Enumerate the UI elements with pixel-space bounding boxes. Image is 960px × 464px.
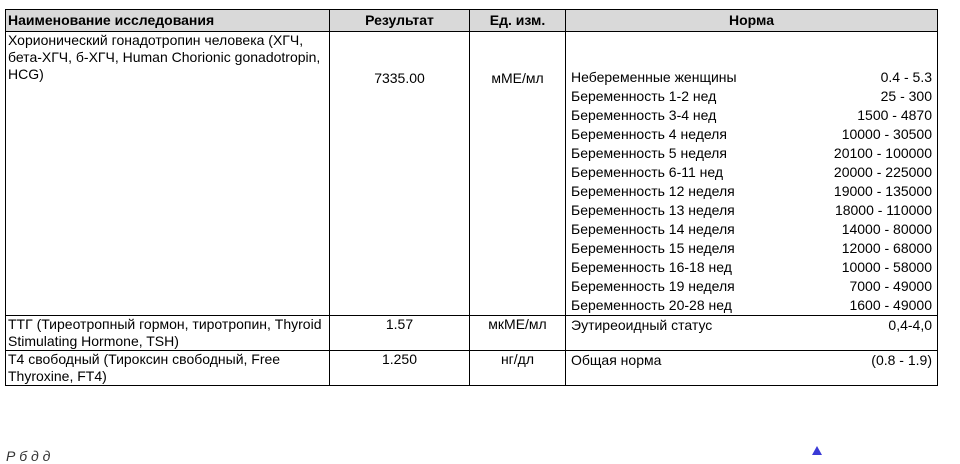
norm-row (568, 106, 935, 125)
norm-value: 10000 - 58000 (841, 259, 932, 275)
unit-tsh: мкМЕ/мл (470, 316, 566, 351)
norm-row (568, 316, 935, 335)
results-table (5, 9, 938, 386)
norm-label: Эутиреоидный статус (571, 317, 713, 333)
norm-row (568, 68, 935, 87)
norm-value: (0.8 - 1.9) (871, 352, 932, 368)
marker-icon (812, 446, 822, 455)
norm-value: 12000 - 68000 (841, 240, 932, 256)
norm-value: 1600 - 49000 (849, 297, 932, 313)
norm-row (568, 277, 935, 296)
norm-row (568, 125, 935, 144)
result-tsh: 1.57 (330, 316, 470, 351)
norm-label: Беременность 14 неделя (571, 221, 735, 237)
unit-ft4: нг/дл (470, 351, 566, 386)
norm-label: Беременность 5 неделя (571, 145, 727, 161)
norm-value: 10000 - 30500 (841, 126, 932, 142)
norm-row (568, 182, 935, 201)
norm-label: Беременность 6-11 нед (571, 164, 724, 180)
norm-row (568, 258, 935, 277)
norm-row (568, 163, 935, 182)
header-unit: Ед. изм. (470, 10, 566, 32)
norm-label: Небеременные женщины (571, 69, 737, 85)
table-row-hcg (6, 32, 938, 316)
unit-hcg (470, 32, 566, 316)
result-hcg (330, 32, 470, 316)
norm-label: Беременность 20-28 нед (571, 297, 732, 313)
test-name-tsh: ТТГ (Тиреотропный гормон, тиротропин, Thyroid Stimulating Hormone, TSH) (6, 316, 330, 351)
norm-ft4 (566, 351, 938, 386)
unit-value-hcg: мМЕ/мл (491, 70, 544, 86)
norm-value: 7000 - 49000 (849, 278, 932, 294)
norm-value: 0.4 - 5.3 (880, 69, 932, 85)
header-name: Наименование исследования (6, 10, 330, 32)
norm-label: Беременность 16-18 нед (571, 259, 732, 275)
norm-value: 20000 - 225000 (833, 164, 932, 180)
table-header-row (6, 10, 938, 32)
norm-row (568, 201, 935, 220)
norm-label: Беременность 12 неделя (571, 183, 735, 199)
norm-tsh (566, 316, 938, 351)
table-row-ft4 (6, 351, 938, 386)
norm-value: 20100 - 100000 (833, 145, 932, 161)
norm-row (568, 296, 935, 315)
norm-label: Беременность 3-4 нед (571, 107, 717, 123)
test-name-hcg: Хорионический гонадотропин человека (ХГЧ, бета-ХГЧ, б-ХГЧ, Human Chorionic gonadotropin, HCG) (6, 32, 330, 316)
result-ft4: 1.250 (330, 351, 470, 386)
header-result: Результат (330, 10, 470, 32)
footnote-text: Р б д д (6, 448, 51, 464)
norm-value: 18000 - 110000 (834, 202, 932, 218)
norm-row (568, 144, 935, 163)
norm-label: Общая норма (571, 352, 662, 368)
norm-value: 25 - 300 (880, 88, 932, 104)
header-norm: Норма (566, 10, 938, 32)
norm-hcg (566, 32, 938, 316)
norm-row (568, 87, 935, 106)
norm-row (568, 239, 935, 258)
norm-value: 1500 - 4870 (857, 107, 932, 123)
norm-value: 14000 - 80000 (841, 221, 932, 237)
norm-value: 0,4-4,0 (888, 317, 932, 333)
norm-label: Беременность 13 неделя (571, 202, 735, 218)
result-value-hcg: 7335.00 (374, 70, 425, 86)
norm-label: Беременность 4 неделя (571, 126, 727, 142)
norm-label: Беременность 15 неделя (571, 240, 735, 256)
norm-row (568, 220, 935, 239)
table-row-tsh (6, 316, 938, 351)
test-name-ft4: Т4 свободный (Тироксин свободный, Free Thyroxine, FT4) (6, 351, 330, 386)
norm-label: Беременность 19 неделя (571, 278, 735, 294)
norm-row (568, 351, 935, 370)
norm-value: 19000 - 135000 (833, 183, 932, 199)
norm-label: Беременность 1-2 нед (571, 88, 717, 104)
